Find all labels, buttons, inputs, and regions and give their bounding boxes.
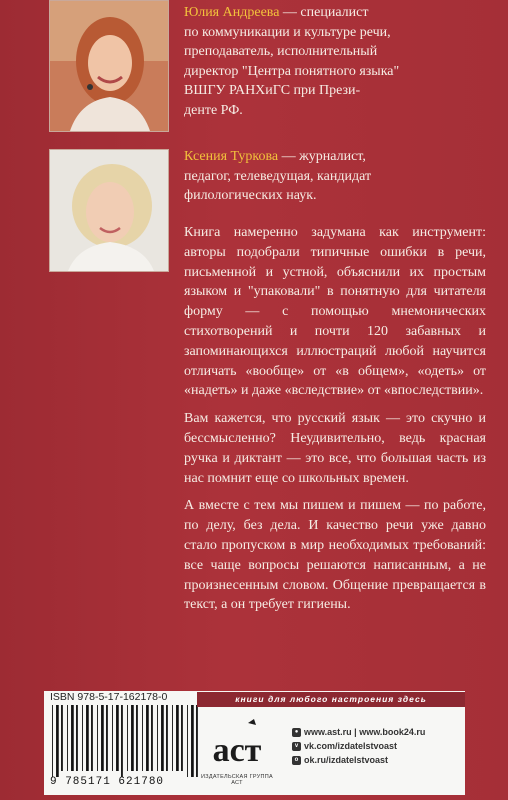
book-description xyxy=(184,223,486,623)
author-bio-turkova xyxy=(184,147,484,206)
author-name: Ксения Туркова xyxy=(184,149,279,164)
description-paragraph: Вам кажется, что русский язык — это скучно и бессмысленно? Неудивительно, ведь красная ручка и диктант — это все, что большая часть из нас помнит еще со школьных времен. xyxy=(184,411,486,486)
isbn-label: ISBN 978-5-17-162178-0 xyxy=(50,691,168,703)
barcode-number: 9 785171 621780 xyxy=(50,776,165,788)
barcode xyxy=(50,705,200,777)
author-photo-andreeva xyxy=(49,0,169,132)
bio-line: филологических наук. xyxy=(184,188,317,203)
ok-icon: o xyxy=(292,756,301,765)
publisher-info-panel xyxy=(44,691,465,795)
bio-line: преподаватель, исполнительный xyxy=(184,44,378,59)
description-paragraph: Книга намеренно задумана как инструмент: авторы подобрали типичные ошибки в речи, письменной и устной, объяснили их простым языком и "упаковали" в понятную для читателя форму — с помощью мнемонических стихотворений и почти 120 забавных и запоминающихся иллюстраций любой научится отличать «вообще» от «в общем», «одеть» от «надеть» и даже «вследствие» от «впоследствии». xyxy=(184,225,486,399)
author-bio-andreeva xyxy=(184,3,484,120)
bio-line: директор "Центра понятного языка" xyxy=(184,63,400,79)
publisher-links xyxy=(292,725,425,767)
author-photo-turkova xyxy=(49,149,169,272)
bio-line: ВШГУ РАНХиГС при Прези- xyxy=(184,83,361,98)
globe-icon: ● xyxy=(292,728,301,737)
ok-link[interactable]: o ok.ru/izdatelstvoast xyxy=(292,753,425,767)
bio-line: педагог, телеведущая, кандидат xyxy=(184,168,372,184)
vk-icon: v xyxy=(292,742,301,751)
bio-line: денте РФ. xyxy=(184,102,243,118)
bio-line: — журналист, xyxy=(278,149,366,164)
website-link[interactable]: ● www.ast.ru | www.book24.ru xyxy=(292,725,425,739)
logo-text: аст xyxy=(212,732,262,769)
bio-line: по коммуникации и культуре речи, xyxy=(184,24,391,40)
bio-line: — специалист xyxy=(279,5,369,20)
description-paragraph: А вместе с тем мы пишем и пишем — по работе, по делу, без дела. И качество речи уже давно стало пропуском в мир необходимых требований: все чаще вопросы решаются написанным, а не произнесенным словом. Общение превращается в текст, а он требует гигиены. xyxy=(184,498,486,613)
author-name: Юлия Андреева xyxy=(184,5,280,20)
publisher-name: ИЗДАТЕЛЬСКАЯ ГРУППА АСТ xyxy=(200,774,273,786)
publisher-slogan: книги для любого настроения здесь xyxy=(197,692,465,707)
vk-link[interactable]: v vk.com/izdatelstvoast xyxy=(292,739,425,753)
